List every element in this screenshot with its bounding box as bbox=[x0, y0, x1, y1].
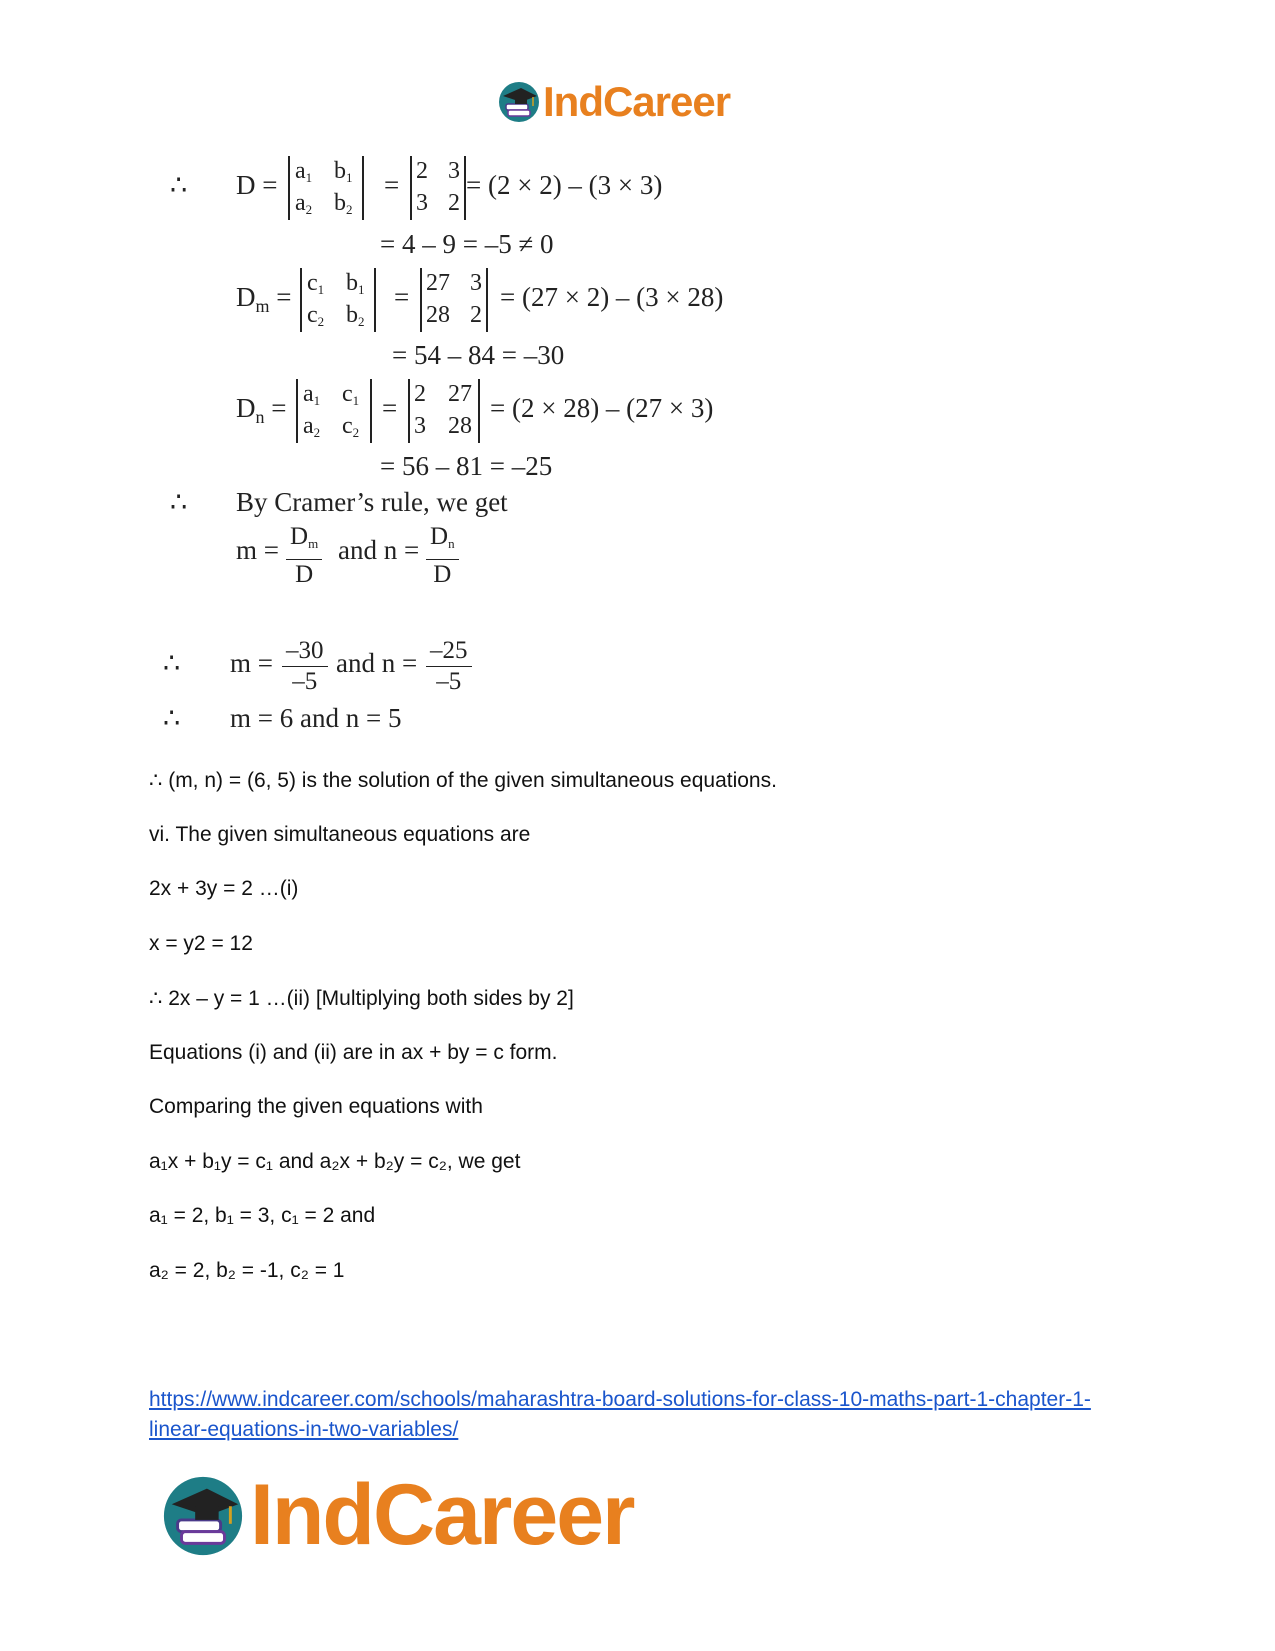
brand-logo-bottom bbox=[160, 1468, 634, 1563]
D-label: D = bbox=[236, 170, 278, 200]
therefore-symbol: ∴ bbox=[163, 648, 181, 678]
det-var: b bbox=[334, 158, 346, 184]
det-var: b bbox=[346, 270, 358, 296]
det-value: 28 bbox=[426, 302, 450, 328]
det-value: 28 bbox=[448, 413, 472, 439]
equation-i: 2x + 3y = 2 …(i) bbox=[149, 877, 299, 900]
coefficients-row-2: a₂ = 2, b₂ = -1, c₂ = 1 bbox=[149, 1259, 345, 1282]
det-var: c bbox=[342, 413, 353, 439]
and-n-equals: and n = bbox=[338, 535, 420, 565]
coefficients-row-1: a₁ = 2, b₁ = 3, c₁ = 2 and bbox=[149, 1204, 376, 1227]
m-fraction-numeric: –30 –5 bbox=[282, 636, 328, 697]
source-link[interactable]: https://www.indcareer.com/schools/maharashtra-board-solutions-for-class-10-maths-part-1-chapter-1-linear-equations-in-two-variables/ bbox=[149, 1388, 1091, 1441]
brand-name: IndCareer bbox=[250, 1467, 634, 1563]
cramer-rule-text: By Cramer’s rule, we get bbox=[236, 487, 508, 517]
det-value: 3 bbox=[448, 158, 460, 184]
therefore-symbol: ∴ bbox=[170, 170, 188, 200]
m-fraction-symbolic: $D_m$ D bbox=[286, 522, 322, 590]
det-value: 2 bbox=[448, 190, 460, 216]
general-form: a₁x + b₁y = c₁ and a₂x + b₂y = c₂, we get bbox=[149, 1150, 521, 1173]
m-equals: m = bbox=[230, 648, 273, 678]
form-statement: Equations (i) and (ii) are in ax + by = c form. bbox=[149, 1041, 558, 1064]
det-value: 27 bbox=[426, 270, 450, 296]
equals-sign: = bbox=[384, 170, 400, 200]
Dm-label: $D_m$ = bbox=[236, 282, 292, 316]
equals-sign: = bbox=[382, 393, 398, 423]
equation-ii: ∴ 2x – y = 1 …(ii) [Multiplying both sides by 2] bbox=[149, 987, 574, 1010]
det-value: 27 bbox=[448, 381, 472, 407]
equation-given: x = y2 = 12 bbox=[149, 932, 253, 955]
det-var: a bbox=[295, 190, 306, 216]
det-var: a bbox=[295, 158, 306, 184]
Dm-symbolic-determinant: $c_1$ $b_1$ $c_2$ $b_2$ bbox=[300, 268, 376, 332]
D-symbolic-determinant: $a_1$ $b_1$ $a_2$ $b_2$ bbox=[288, 156, 364, 220]
det-var: c bbox=[307, 302, 318, 328]
D-result: = 4 – 9 = –5 ≠ 0 bbox=[380, 229, 554, 259]
Dn-result: = 56 – 81 = –25 bbox=[380, 451, 553, 481]
Dn-label: $D_n$ = bbox=[236, 393, 287, 427]
brand-name: IndCareer bbox=[543, 78, 731, 125]
D-expansion: = (2 × 2) – (3 × 3) bbox=[466, 170, 663, 200]
n-fraction-symbolic: $D_n$ D bbox=[426, 522, 459, 590]
solution-statement: ∴ (m, n) = (6, 5) is the solution of the given simultaneous equations. bbox=[149, 769, 777, 792]
and-n-equals: and n = bbox=[336, 648, 418, 678]
math-derivation bbox=[0, 0, 1275, 740]
det-value: 3 bbox=[416, 190, 428, 216]
det-var: a bbox=[303, 413, 314, 439]
therefore-symbol: ∴ bbox=[170, 487, 188, 517]
Dn-numeric-determinant bbox=[408, 379, 480, 443]
Dm-expansion: = (27 × 2) – (3 × 28) bbox=[500, 282, 724, 312]
det-var: b bbox=[346, 302, 358, 328]
det-var: c bbox=[342, 381, 353, 407]
det-value: 2 bbox=[414, 381, 426, 407]
Dn-expansion: = (2 × 28) – (27 × 3) bbox=[490, 393, 714, 423]
det-var: b bbox=[334, 190, 346, 216]
graduation-cap-books-icon bbox=[160, 1473, 246, 1559]
det-var: c bbox=[307, 270, 318, 296]
det-value: 3 bbox=[470, 270, 482, 296]
Dn-symbolic-determinant: $a_1$ $c_1$ $a_2$ $c_2$ bbox=[296, 379, 372, 443]
Dm-result: = 54 – 84 = –30 bbox=[392, 340, 565, 370]
det-value: 3 bbox=[414, 413, 426, 439]
D-numeric-determinant bbox=[410, 156, 466, 220]
comparing-statement: Comparing the given equations with bbox=[149, 1095, 483, 1118]
final-result: m = 6 and n = 5 bbox=[230, 703, 402, 733]
equals-sign: = bbox=[394, 282, 410, 312]
det-var: a bbox=[303, 381, 314, 407]
Dm-numeric-determinant bbox=[420, 268, 488, 332]
therefore-symbol: ∴ bbox=[163, 703, 181, 733]
section-vi-heading: vi. The given simultaneous equations are bbox=[149, 823, 531, 846]
det-value: 2 bbox=[416, 158, 428, 184]
m-equals: m = bbox=[236, 535, 279, 565]
det-value: 2 bbox=[470, 302, 482, 328]
n-fraction-numeric: –25 –5 bbox=[426, 636, 472, 697]
